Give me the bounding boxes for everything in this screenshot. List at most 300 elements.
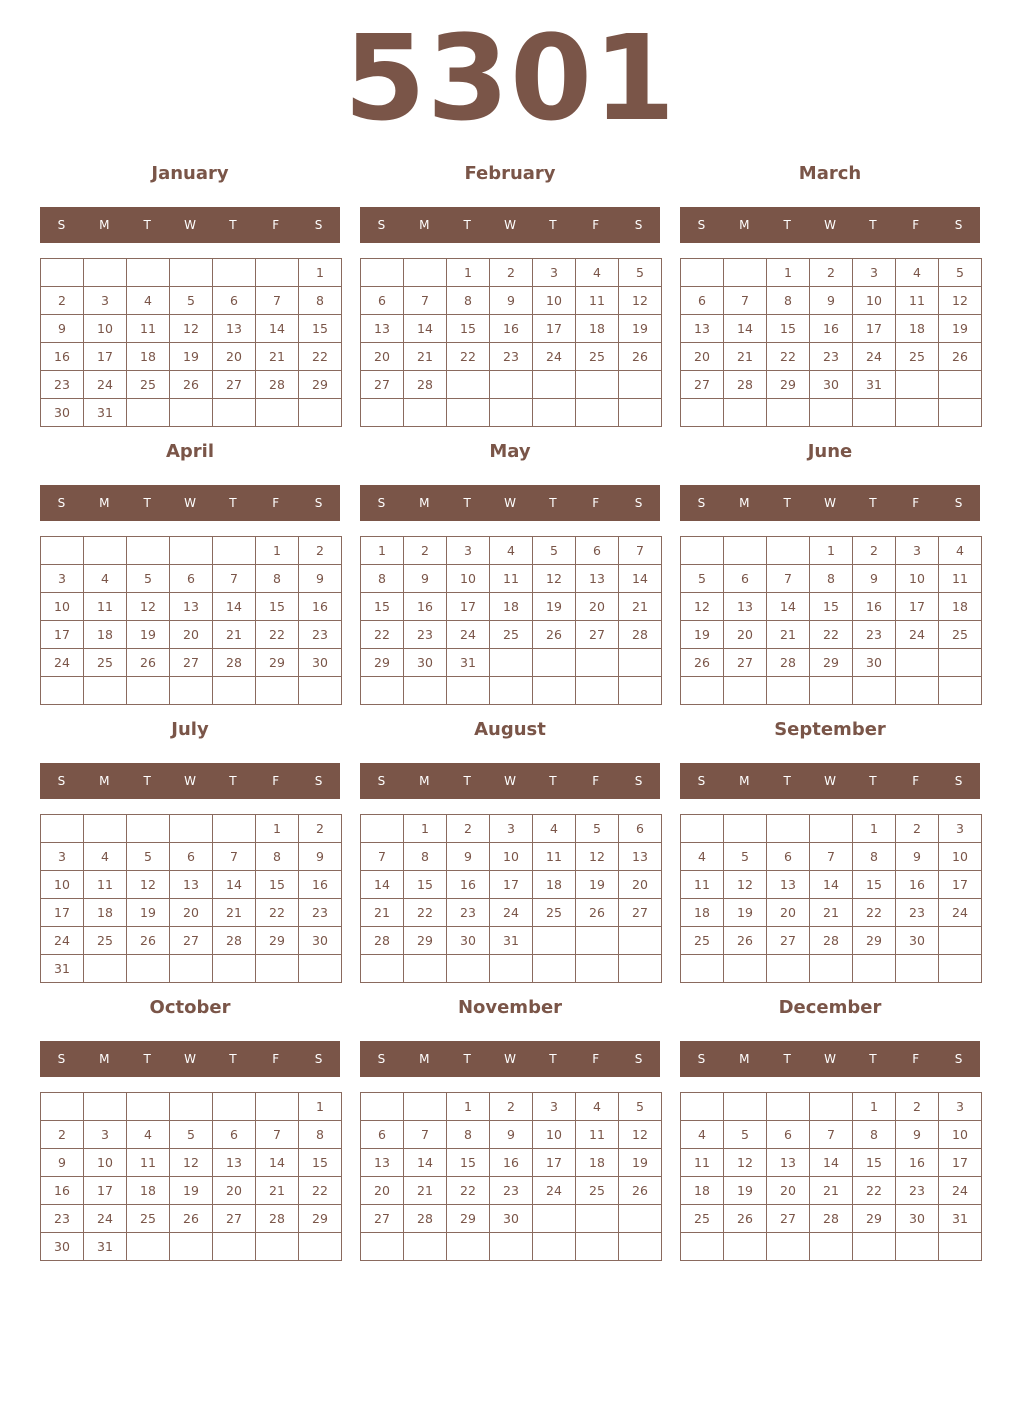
weekday-label: S	[634, 496, 643, 510]
day-cell: 12	[127, 871, 170, 899]
week-row	[41, 871, 342, 899]
day-cell: 21	[256, 1177, 299, 1205]
day-cell: 14	[619, 565, 662, 593]
day-cell: 12	[619, 287, 662, 315]
day-cell: 16	[490, 1149, 533, 1177]
day-cell	[896, 399, 939, 427]
weekday-label: T	[229, 218, 237, 232]
day-cell	[490, 399, 533, 427]
weekday-label: S	[954, 496, 963, 510]
day-cell: 13	[767, 871, 810, 899]
day-cell: 27	[361, 1205, 404, 1233]
day-grid	[680, 1092, 982, 1261]
week-row	[41, 955, 342, 983]
day-cell	[299, 955, 342, 983]
week-row	[361, 955, 662, 983]
week-row	[41, 815, 342, 843]
weekday-label: S	[314, 1052, 323, 1066]
week-row	[41, 537, 342, 565]
day-cell	[619, 399, 662, 427]
week-row	[361, 593, 662, 621]
weekday-label: M	[99, 218, 110, 232]
day-cell: 22	[810, 621, 853, 649]
day-cell	[256, 399, 299, 427]
day-cell: 12	[939, 287, 982, 315]
day-cell	[681, 1093, 724, 1121]
day-cell: 3	[84, 287, 127, 315]
weekday-label: W	[184, 774, 196, 788]
day-cell: 28	[724, 371, 767, 399]
day-cell: 7	[404, 1121, 447, 1149]
day-cell: 31	[41, 955, 84, 983]
weekday-label: T	[549, 218, 557, 232]
weekday-label: T	[463, 496, 471, 510]
day-cell: 24	[853, 343, 896, 371]
day-cell	[896, 1233, 939, 1261]
day-cell: 23	[41, 1205, 84, 1233]
day-cell: 13	[576, 565, 619, 593]
week-row	[361, 343, 662, 371]
day-cell	[41, 815, 84, 843]
month-name: July	[171, 719, 209, 740]
day-cell: 28	[213, 927, 256, 955]
day-cell	[256, 677, 299, 705]
weekday-label: T	[229, 1052, 237, 1066]
day-cell: 7	[810, 843, 853, 871]
weekday-label: F	[592, 218, 600, 232]
day-cell	[533, 649, 576, 677]
weekday-label: S	[57, 774, 66, 788]
day-cell	[213, 399, 256, 427]
weekday-label: F	[912, 774, 920, 788]
weekday-label: T	[783, 774, 791, 788]
week-row	[681, 1233, 982, 1261]
weekday-header	[40, 763, 340, 799]
day-cell	[213, 955, 256, 983]
day-cell: 11	[127, 1149, 170, 1177]
day-cell	[533, 1233, 576, 1261]
day-cell: 6	[767, 843, 810, 871]
day-cell	[170, 259, 213, 287]
day-cell: 27	[361, 371, 404, 399]
day-cell: 20	[361, 343, 404, 371]
day-cell: 19	[170, 1177, 213, 1205]
day-cell: 15	[299, 1149, 342, 1177]
day-cell: 2	[299, 815, 342, 843]
day-cell	[724, 677, 767, 705]
weekday-header	[680, 207, 980, 243]
week-row	[681, 677, 982, 705]
day-cell: 27	[767, 1205, 810, 1233]
weekday-label: T	[783, 1052, 791, 1066]
day-cell: 18	[681, 899, 724, 927]
day-cell: 10	[533, 287, 576, 315]
weekday-label: W	[824, 496, 836, 510]
day-cell: 20	[576, 593, 619, 621]
day-cell: 17	[533, 1149, 576, 1177]
day-cell	[299, 1233, 342, 1261]
day-cell: 9	[447, 843, 490, 871]
week-row	[681, 621, 982, 649]
day-cell	[447, 399, 490, 427]
day-cell	[724, 1233, 767, 1261]
day-cell: 9	[810, 287, 853, 315]
day-cell: 4	[576, 1093, 619, 1121]
day-cell	[213, 1233, 256, 1261]
day-cell: 15	[361, 593, 404, 621]
week-row	[361, 1233, 662, 1261]
day-cell: 6	[170, 843, 213, 871]
day-cell: 27	[681, 371, 724, 399]
day-cell	[533, 371, 576, 399]
day-cell: 23	[299, 621, 342, 649]
week-row	[681, 315, 982, 343]
month-name: January	[151, 163, 229, 184]
week-row	[41, 649, 342, 677]
month-name: August	[474, 719, 546, 740]
day-cell: 11	[681, 1149, 724, 1177]
day-cell: 25	[84, 927, 127, 955]
day-cell: 18	[939, 593, 982, 621]
week-row	[41, 371, 342, 399]
day-cell: 9	[41, 1149, 84, 1177]
day-cell	[724, 955, 767, 983]
weekday-label: F	[912, 496, 920, 510]
week-row	[681, 815, 982, 843]
day-cell: 24	[490, 899, 533, 927]
day-cell: 9	[896, 1121, 939, 1149]
week-row	[41, 1205, 342, 1233]
day-cell	[681, 399, 724, 427]
day-cell: 12	[681, 593, 724, 621]
day-cell	[939, 927, 982, 955]
day-cell: 24	[41, 649, 84, 677]
day-cell: 9	[896, 843, 939, 871]
week-row	[681, 537, 982, 565]
day-cell: 11	[490, 565, 533, 593]
weekday-label: T	[463, 1052, 471, 1066]
day-cell: 14	[256, 1149, 299, 1177]
day-cell	[490, 1233, 533, 1261]
day-cell	[84, 955, 127, 983]
day-cell	[170, 1093, 213, 1121]
day-cell	[724, 259, 767, 287]
day-cell: 3	[41, 843, 84, 871]
day-cell: 16	[896, 1149, 939, 1177]
week-row	[681, 1149, 982, 1177]
weekday-label: S	[954, 1052, 963, 1066]
day-cell: 13	[361, 315, 404, 343]
day-cell: 18	[490, 593, 533, 621]
weekday-label: T	[869, 496, 877, 510]
week-row	[41, 399, 342, 427]
day-cell: 28	[213, 649, 256, 677]
day-cell: 23	[810, 343, 853, 371]
day-cell: 1	[447, 259, 490, 287]
weekday-label: T	[143, 218, 151, 232]
day-cell: 4	[681, 843, 724, 871]
weekday-label: M	[739, 218, 750, 232]
day-cell: 14	[724, 315, 767, 343]
week-row	[361, 1093, 662, 1121]
day-cell: 30	[896, 1205, 939, 1233]
day-cell: 18	[576, 1149, 619, 1177]
day-cell: 31	[939, 1205, 982, 1233]
day-cell	[767, 1233, 810, 1261]
weekday-label: M	[99, 774, 110, 788]
day-cell: 4	[533, 815, 576, 843]
day-cell: 19	[724, 1177, 767, 1205]
day-cell: 20	[767, 1177, 810, 1205]
day-cell: 8	[810, 565, 853, 593]
day-cell	[767, 399, 810, 427]
weekday-label: S	[634, 1052, 643, 1066]
day-cell: 16	[490, 315, 533, 343]
day-cell: 28	[256, 371, 299, 399]
weekday-label: W	[504, 218, 516, 232]
day-cell: 3	[533, 1093, 576, 1121]
day-cell	[767, 815, 810, 843]
day-cell: 24	[939, 899, 982, 927]
day-cell	[490, 677, 533, 705]
day-cell: 30	[299, 649, 342, 677]
day-cell: 22	[447, 343, 490, 371]
day-cell: 27	[170, 927, 213, 955]
day-cell: 6	[213, 1121, 256, 1149]
day-cell: 7	[619, 537, 662, 565]
weekday-label: S	[377, 496, 386, 510]
weekday-label: F	[272, 774, 280, 788]
year-title: 5301	[343, 9, 677, 147]
day-cell: 5	[619, 1093, 662, 1121]
day-grid	[40, 258, 342, 427]
day-cell	[213, 537, 256, 565]
day-cell: 3	[939, 815, 982, 843]
day-cell: 12	[533, 565, 576, 593]
weekday-label: T	[869, 218, 877, 232]
day-cell	[127, 815, 170, 843]
day-cell	[213, 259, 256, 287]
day-cell: 5	[619, 259, 662, 287]
day-cell: 6	[361, 1121, 404, 1149]
day-cell: 26	[576, 899, 619, 927]
day-cell: 11	[533, 843, 576, 871]
day-cell: 27	[213, 1205, 256, 1233]
week-row	[41, 259, 342, 287]
day-cell: 5	[939, 259, 982, 287]
day-cell: 29	[853, 927, 896, 955]
day-cell	[724, 537, 767, 565]
day-cell: 19	[939, 315, 982, 343]
month-name: March	[798, 163, 862, 184]
weekday-label: T	[549, 774, 557, 788]
day-cell: 17	[853, 315, 896, 343]
day-cell: 16	[41, 343, 84, 371]
weekday-label: T	[143, 496, 151, 510]
day-grid	[40, 814, 342, 983]
day-cell	[490, 371, 533, 399]
day-cell: 14	[213, 593, 256, 621]
day-cell	[810, 677, 853, 705]
day-cell: 4	[939, 537, 982, 565]
weekday-label: S	[314, 496, 323, 510]
day-cell: 20	[213, 1177, 256, 1205]
weekday-header	[40, 207, 340, 243]
day-cell	[853, 1233, 896, 1261]
week-row	[41, 315, 342, 343]
day-cell: 18	[127, 1177, 170, 1205]
day-cell: 3	[533, 259, 576, 287]
day-cell: 15	[447, 1149, 490, 1177]
day-cell: 16	[853, 593, 896, 621]
day-cell: 2	[896, 1093, 939, 1121]
day-cell: 5	[170, 1121, 213, 1149]
day-cell	[724, 1093, 767, 1121]
day-cell: 30	[896, 927, 939, 955]
day-cell: 19	[619, 1149, 662, 1177]
day-cell: 30	[41, 399, 84, 427]
day-cell	[127, 1233, 170, 1261]
day-cell: 6	[576, 537, 619, 565]
day-cell: 20	[681, 343, 724, 371]
day-cell: 13	[170, 593, 213, 621]
day-cell	[361, 259, 404, 287]
day-cell: 30	[810, 371, 853, 399]
day-cell: 3	[447, 537, 490, 565]
weekday-label: F	[912, 1052, 920, 1066]
weekday-label: T	[229, 496, 237, 510]
day-cell: 25	[681, 927, 724, 955]
week-row	[681, 649, 982, 677]
day-cell: 6	[213, 287, 256, 315]
weekday-label: T	[143, 774, 151, 788]
day-cell: 16	[810, 315, 853, 343]
day-cell: 5	[170, 287, 213, 315]
day-cell: 29	[853, 1205, 896, 1233]
weekday-label: W	[184, 496, 196, 510]
week-row	[361, 399, 662, 427]
week-row	[361, 371, 662, 399]
weekday-label: M	[99, 1052, 110, 1066]
day-cell: 1	[810, 537, 853, 565]
day-cell: 27	[724, 649, 767, 677]
day-cell: 19	[170, 343, 213, 371]
day-cell: 13	[213, 315, 256, 343]
day-cell: 29	[256, 649, 299, 677]
day-cell: 7	[213, 565, 256, 593]
day-cell	[41, 537, 84, 565]
day-cell: 28	[361, 927, 404, 955]
day-cell: 10	[41, 593, 84, 621]
weekday-header	[360, 485, 660, 521]
day-cell: 22	[256, 899, 299, 927]
day-cell: 14	[213, 871, 256, 899]
day-cell: 30	[299, 927, 342, 955]
day-cell: 29	[256, 927, 299, 955]
day-cell: 25	[576, 1177, 619, 1205]
day-cell: 18	[533, 871, 576, 899]
day-cell: 28	[404, 371, 447, 399]
day-cell	[533, 955, 576, 983]
day-cell	[896, 677, 939, 705]
weekday-label: S	[954, 774, 963, 788]
week-row	[41, 927, 342, 955]
day-cell: 22	[853, 1177, 896, 1205]
day-cell: 15	[299, 315, 342, 343]
day-cell: 12	[576, 843, 619, 871]
day-cell: 7	[256, 1121, 299, 1149]
day-cell: 12	[127, 593, 170, 621]
weekday-label: T	[783, 496, 791, 510]
day-grid	[40, 1092, 342, 1261]
day-cell: 26	[170, 371, 213, 399]
day-cell	[576, 1205, 619, 1233]
weekday-label: S	[377, 774, 386, 788]
day-cell	[170, 677, 213, 705]
week-row	[681, 593, 982, 621]
day-cell: 18	[127, 343, 170, 371]
day-cell: 19	[724, 899, 767, 927]
day-cell: 27	[576, 621, 619, 649]
day-cell: 15	[767, 315, 810, 343]
day-cell: 4	[84, 843, 127, 871]
week-row	[681, 955, 982, 983]
day-cell: 29	[404, 927, 447, 955]
day-cell: 1	[853, 1093, 896, 1121]
weekday-label: S	[314, 774, 323, 788]
day-cell: 6	[619, 815, 662, 843]
day-cell: 17	[41, 621, 84, 649]
day-cell: 28	[767, 649, 810, 677]
day-cell: 18	[681, 1177, 724, 1205]
day-cell: 21	[619, 593, 662, 621]
weekday-label: S	[377, 1052, 386, 1066]
week-row	[41, 899, 342, 927]
weekday-header	[680, 485, 980, 521]
day-cell	[84, 1093, 127, 1121]
day-cell: 23	[41, 371, 84, 399]
day-cell	[299, 677, 342, 705]
weekday-label: T	[463, 774, 471, 788]
day-cell: 5	[127, 565, 170, 593]
day-cell: 21	[361, 899, 404, 927]
day-cell: 11	[84, 593, 127, 621]
day-cell	[896, 955, 939, 983]
day-cell	[404, 677, 447, 705]
day-cell	[853, 955, 896, 983]
day-cell	[681, 815, 724, 843]
day-cell: 13	[213, 1149, 256, 1177]
day-cell	[724, 815, 767, 843]
day-cell: 10	[84, 1149, 127, 1177]
day-cell: 17	[939, 1149, 982, 1177]
week-row	[361, 843, 662, 871]
day-cell	[361, 955, 404, 983]
day-cell: 10	[490, 843, 533, 871]
weekday-label: M	[419, 774, 430, 788]
day-cell	[404, 1093, 447, 1121]
weekday-label: W	[504, 496, 516, 510]
day-cell: 10	[84, 315, 127, 343]
week-row	[41, 843, 342, 871]
day-cell: 30	[41, 1233, 84, 1261]
day-cell	[447, 371, 490, 399]
day-cell	[533, 677, 576, 705]
day-cell	[810, 955, 853, 983]
day-cell: 6	[724, 565, 767, 593]
day-cell	[404, 259, 447, 287]
day-cell: 24	[84, 1205, 127, 1233]
